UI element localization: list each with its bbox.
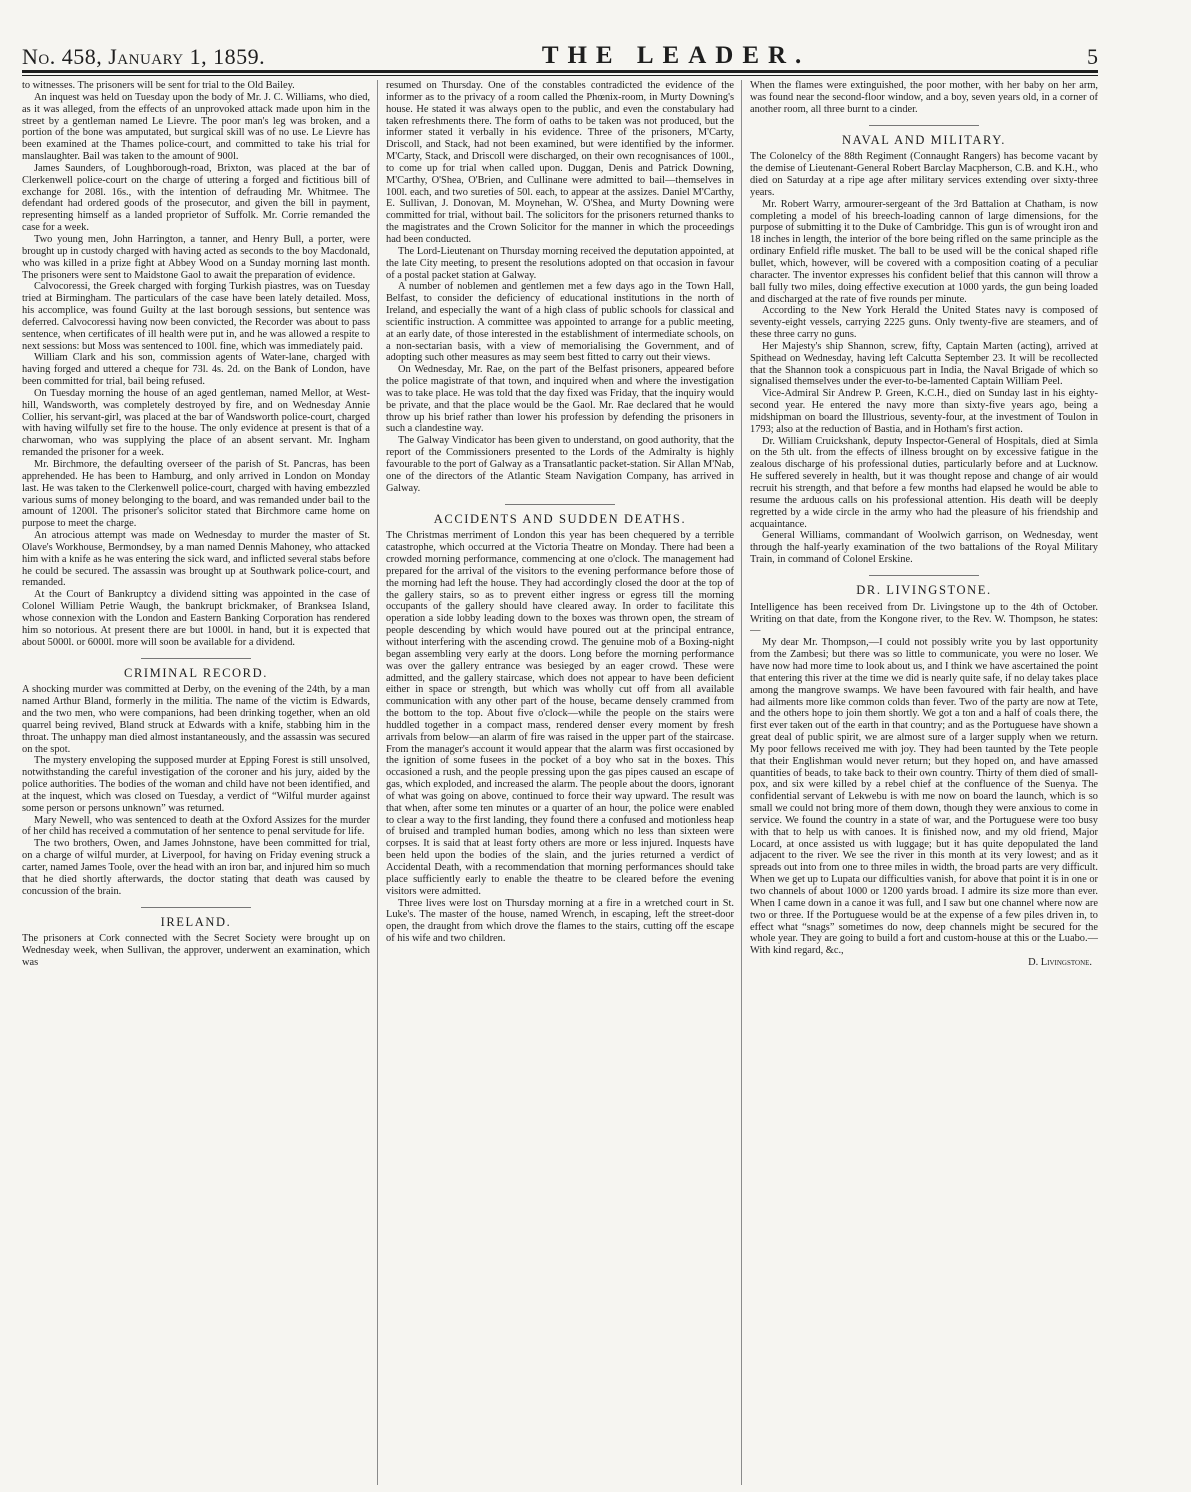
- paragraph: The prisoners at Cork connected with the Secret Society were brought up on Wednesday week, when Sullivan, the approver, underwent an examination, which was: [22, 933, 370, 969]
- paragraph: Three lives were lost on Thursday morning at a fire in a wretched court in St. Luke's. The master of the house, named Wrench, in escaping, left the street-door open, the draught from which drove the flames to the stairs, cutting off the escape of his wife and two children.: [386, 897, 734, 945]
- column-2: [386, 80, 734, 1485]
- column-rule: [734, 80, 750, 1485]
- paragraph: The Lord-Lieutenant on Thursday morning received the deputation appointed, at the late City meeting, to present the resolutions adopted on that occasion in favour of a postal packet station at Galway.: [386, 245, 734, 281]
- paragraph: Her Majesty's ship Shannon, screw, fifty, Captain Marten (acting), arrived at Spithead on Wednesday, having left Calcutta September 23. It will be recollected that the Shannon took a conspicuous part in India, the Naval Brigade of which so signalised themselves under the ever-to-be-lamented Captain William Peel.: [750, 340, 1098, 388]
- section-heading-naval-military: NAVAL AND MILITARY.: [841, 132, 1007, 147]
- section-divider: [869, 575, 979, 576]
- paragraph: An inquest was held on Tuesday upon the body of Mr. J. C. Williams, who died, as it was alleged, from the effects of an unprovoked attack made upon him in the street by a gentleman named Le Lievre. The poor man's leg was broken, and a portion of the bone was amputated, but surgical skill was of no use. Le Lievre has been examined at the Thames police-court, and committed to take his trial for manslaughter. Bail was taken to the amount of 900l.: [22, 91, 370, 163]
- paragraph: A shocking murder was committed at Derby, on the evening of the 24th, by a man named Arthur Bland, formerly in the militia. The name of the victim is Edwards, and the two men, who were companions, had been drinking together, when an old quarrel being revived, Bland struck at Edwards with a knife, stabbing him in the throat. The unhappy man died almost instantaneously, and the assassin was secured on the spot.: [22, 684, 370, 755]
- section-divider: [141, 658, 251, 659]
- column-1: [22, 80, 370, 1485]
- column-3: [750, 80, 1098, 1485]
- paragraph: James Saunders, of Loughborough-road, Brixton, was placed at the bar of Clerkenwell police-court on the charge of uttering a forged and fictitious bill of exchange for 208l. 16s., with the intention of defrauding Mr. Whitmee. The defendant had ordered goods of the prosecutor, and given the bill in payment, representing himself as a landed proprietor of Suffolk. Mr. Corrie remanded the case for a week.: [22, 162, 370, 234]
- paragraph: The two brothers, Owen, and James Johnstone, have been committed for trial, on a charge of wilful murder, at Liverpool, for having on Friday evening struck a carter, named James Toole, over the head with an iron bar, and injured him so much that he died shortly afterwards, the doctor stating that death was caused by concussion of the brain.: [22, 838, 370, 897]
- paragraph: When the flames were extinguished, the poor mother, with her baby on her arm, was found near the second-floor window, and a boy, seven years old, in a corner of another room, all three burnt to a cinder.: [750, 80, 1098, 115]
- paper-title: THE LEADER.: [541, 42, 811, 69]
- section-heading-livingstone: DR. LIVINGSTONE.: [856, 582, 992, 597]
- section-divider: [505, 504, 615, 505]
- paragraph: The mystery enveloping the supposed murder at Epping Forest is still unsolved, notwithstanding the careful investigation of the coroner and his jury, aided by the police authorities. The bodies of the woman and child have not been identified, and at the inquest, which was closed on Tuesday, a verdict of “Wilful murder against some person or persons unknown” was returned.: [22, 755, 370, 814]
- paragraph: Dr. William Cruickshank, deputy Inspector-General of Hospitals, died at Simla on the 5th ult. from the effects of illness brought on by excessive fatigue in the zealous discharge of his professional duties, particularly before and at Lucknow. He suffered severely in health, but it was thought repose and change of air would recruit his strength, and that before a few months had elapsed he would be able to resume the arduous calls on his professional attention. His death will be deeply regretted by a wide circle in the army who had the pleasure of his friendship and acquaintance.: [750, 435, 1098, 530]
- masthead: [22, 30, 1098, 70]
- letter-signature: D. Livingstone.: [1028, 957, 1092, 969]
- section-divider: [141, 907, 251, 908]
- paragraph: Vice-Admiral Sir Andrew P. Green, K.C.H., died on Sunday last in his eighty-second year. He entered the navy more than sixty-five years ago, being a midshipman on board the Illustrious, seventy-four, at the investment of Toulon in 1793; also at the reduction of Bastia, and in Hotham's first action.: [750, 388, 1098, 435]
- paragraph: Mr. Birchmore, the defaulting overseer of the parish of St. Pancras, has been apprehended. He has been to Hamburg, and only arrived in London on Monday last. He was taken to the Clerkenwell police-court, charged with having embezzled various sums of money belonging to the board, and was remanded under bail to the amount of 1200l. The prisoner's solicitor stated that Birchmore came home on purpose to meet the charge.: [22, 459, 370, 530]
- paragraph: William Clark and his son, commission agents of Water-lane, charged with having forged and uttered a cheque for 73l. 4s. 2d. on the Bank of London, have been committed for trial, bail being refused.: [22, 352, 370, 388]
- paragraph: The Christmas merriment of London this year has been chequered by a terrible catastrophe, which occurred at the Victoria Theatre on Monday. There had been a crowded morning performance, commencing at one o'clock. The management had prepared for the arrival of the visitors to the evening performance before those of the morning had left the house. They had accordingly closed the door at the top of the gallery stairs, so as to prevent either ingress or egress till the morning occupants of the gallery should have cleared away. In order to facilitate this operation a side lobby leading down to the boxes was thrown open, the stream of people descending by which would have poured out at the principal entrance, without interfering with the ascending crowd. The genuine mob of a Boxing-night began assembling very early at the doors. Long before the morning performance was over the gallery entrance was besieged by an eager crowd. These were admitted, and the gallery staircase, which does not appear to have been deficient either in space or strength, but which was wholly cut off from all available communication with any other part of the house, became densely crammed from the bottom to the top. About five o'clock—while the people on the stairs were huddled together in a compact mass, rendered denser every moment by fresh arrivals from below—an alarm of fire was raised in the upper part of the staircase. From the manager's account it would appear that the alarm was first occasioned by the ignition of some fusees in the pocket of a boy who sat in the boxes. This occasioned a rush, and the people pressing upon the gas pipes caused an escape of gas, which exploded, and increased the alarm. The people about the doors, ignorant of what was going on above, continued to force their way upward. The result was that when, after some ten minutes or a quarter of an hour, the police were enabled to clear a way to the first landing, they found there a confused and motionless heap of bruised and trampled human bodies, among which no less than sixteen were corpses. It is said that at least forty others are more or less injured. Inquests have been held upon the bodies of the slain, and the juries returned a verdict of Accidental Death, with a recommendation that morning performances should take place sufficiently early to enable the theatre to be cleared before the evening visitors were admitted.: [386, 530, 734, 897]
- paragraph: On Wednesday, Mr. Rae, on the part of the Belfast prisoners, appeared before the police magistrate of that town, and inquired when and where the investigation was to take place. He was told that the day fixed was Friday, that the inquiry would be private, and that the place would be the Gaol. Mr. Rae declared that he would throw up his brief rather than lower his profession by defending the prisoners in such a clandestine way.: [386, 364, 734, 435]
- paragraph: resumed on Thursday. One of the constables contradicted the evidence of the informer as to the privacy of a room called the Phœnix-room, in Murty Downing's house. He stated it was always open to the public, and even the constabulary had taken refreshments there. The form of oaths to be taken was not produced, but the informer stated it verbally in his evidence. Three of the prisoners, M'Carty, Driscoll, and Stack, had not been examined, but were identified by the informer. M'Carty, Stack, and Driscoll were discharged, on their own recognisances of 100l., to come up for trial when called upon. Duggan, Denis and Patrick Downing, M'Carthy, O'Shea, O'Brien, and Cullinane were admitted to bail—themselves in 100l. each, and two sureties of 50l. each, to appear at the assizes. Daniel M'Carthy, E. Sullivan, J. Donovan, M. Moynehan, W. O'Shea, and Murty Downing were committed for trial, without bail. The solicitors for the prisoners returned thanks to the magistrates and the Crown Solicitor for the manner in which the proceedings had been conducted.: [386, 80, 734, 245]
- masthead-rule-thin: [22, 75, 1098, 76]
- paragraph: The Galway Vindicator has been given to understand, on good authority, that the report of the Commissioners presented to the Lords of the Admiralty is highly favourable to the port of Galway as a Transatlantic packet-station. Sir Allan M'Nab, one of the directors of the Atlantic Steam Navigation Company, has arrived in Galway.: [386, 435, 734, 494]
- paragraph: On Tuesday morning the house of an aged gentleman, named Mellor, at West-hill, Wandsworth, was completely destroyed by fire, and on Wednesday Annie Collier, his servant-girl, was placed at the bar of Wandsworth police-court, charged with having wilfully set fire to the house. The only evidence at present is that of a charwoman, who was supplying the place of an absent servant. Mr. Ingham remanded the prisoner for a week.: [22, 387, 370, 459]
- paragraph: to witnesses. The prisoners will be sent for trial to the Old Bailey.: [22, 80, 295, 91]
- section-heading-ireland: IRELAND.: [160, 914, 232, 929]
- paragraph: A number of noblemen and gentlemen met a few days ago in the Town Hall, Belfast, to consider the deficiency of educational institutions in the north of Ireland, and especially the want of a high class of public schools for classical and scientific instruction. A committee was appointed to arrange for a public meeting, at an early date, of those interested in the establishment of intermediate schools, on a non-sectarian basis, with a view of memorialising the Government, and of adopting such other measures as may seem best fitted to carry out their views.: [386, 281, 734, 364]
- paragraph: General Williams, commandant of Woolwich garrison, on Wednesday, went through the half-yearly examination of the two battalions of the Royal Military Train, in command of Colonel Erskine.: [750, 530, 1098, 566]
- paragraph: An atrocious attempt was made on Wednesday to murder the master of St. Olave's Workhouse, Bermondsey, by a man named Dennis Mahoney, who attacked him with a knife as he was entering the sick ward, and inflicted several stabs before he could be secured. The assassin was brought up at Southwark police-court, and remanded.: [22, 530, 370, 589]
- paragraph: At the Court of Bankruptcy a dividend sitting was appointed in the case of Colonel William Petrie Waugh, the bankrupt brickmaker, of Branksea Island, whose connexion with the London and Eastern Banking Corporation has rendered him so notorious. At present there are but 1000l. in hand, but it is expected that about 5000l. or 6000l. more will soon be available for a dividend.: [22, 589, 370, 648]
- article-columns: [22, 80, 1098, 1485]
- column-rule: [370, 80, 386, 1485]
- masthead-rule: [22, 70, 1098, 73]
- section-heading-criminal-record: CRIMINAL RECORD.: [124, 665, 268, 680]
- paragraph: Intelligence has been received from Dr. Livingstone up to the 4th of October. Writing on that date, from the Kongone river, to the Rev. W. Thompson, he states:—: [750, 601, 1098, 637]
- paragraph: Calvocoressi, the Greek charged with forging Turkish piastres, was on Tuesday tried at Birmingham. The particulars of the case have been lately detailed. Moss, his accomplice, was found Guilty at the last borough sessions, but sentence was deferred. Calvocoressi having now been convicted, the Recorder was about to pass sentence, when certificates of ill health were put in, and he was allowed a respite to next sessions: but Moss was sentenced to 100l. fine, which was immediately paid.: [22, 281, 370, 352]
- section-divider: [869, 125, 979, 126]
- issue-date: No. 458, January 1, 1859.: [22, 44, 266, 69]
- paragraph: Mary Newell, who was sentenced to death at the Oxford Assizes for the murder of her child has received a commutation of her sentence to penal servitude for life.: [22, 814, 370, 838]
- paragraph: The Colonelcy of the 88th Regiment (Connaught Rangers) has become vacant by the demise of Lieutenant-General Robert Barclay Macpherson, C.B. and K.H., who died on Saturday at a ripe age after military services extending over sixty-three years.: [750, 151, 1098, 198]
- paragraph: Two young men, John Harrington, a tanner, and Henry Bull, a porter, were brought up in custody charged with having acted as seconds to the boy Macdonald, who was killed in a prize fight at Abbey Wood on a Sunday morning last month. The prisoners were sent to Maidstone Gaol to await the preparation of evidence.: [22, 233, 370, 281]
- section-heading-accidents: ACCIDENTS AND SUDDEN DEATHS.: [433, 511, 687, 526]
- paragraph: My dear Mr. Thompson,—I could not possibly write you by last opportunity from the Zambesi; but there was so little to communicate, you were no loser. We have now had more time to look about us, and I think we have ascertained the point that entering this river at the time we did is nearly quite safe, if no delay takes place among the mangrove swamps. We have been favoured with fair health, and have had ailments more like common colds than fever. Two of the party are now at Tete, and the others hope to join them shortly. We got a ton and a half of coals there, the first ever taken out of the earth in that country; and as the Portuguese have shown a great deal of public spirit, we are almost sure of a larger supply when we return. My poor fellows received me with joy. They had been taunted by the Tete people that their Englishman would never return; but they hoped on, and have amassed quantities of beads, to take back to their own country. Thirty of them died of small-pox, and six were killed by a rebel chief at the confluence of the Suenya. The confidential servant of Lekwebu is with me now on board the launch, which is so small we could not bring more of them down, though they were anxious to come in service. We found the country in a state of war, and the Portuguese were too busy with that to help us with canoes. It is finished now, and my old friend, Major Locard, at once assisted us with luggage; but it has quite depopulated the land adjacent to the river. We see the river in this month at its very lowest; and as it spreads out into from one to three miles in width, the broad parts are very difficult. When we get up to Lupata our difficulties vanish, for above that point it is in one or two channels of about 1000 or 1200 yards broad. I admire its size more than ever. When I came down in a canoe it was full, and I saw but one channel where now are two or three. If the Portuguese would be at the expense of a few piles driven in, to effect what “snags” sometimes do now, deep channels might be secured for the whole year. They are going to build a fort and custom-house at this or the Luabo.—With kind regard, &c.,: [750, 637, 1098, 957]
- paragraph: Mr. Robert Warry, armourer-sergeant of the 3rd Battalion at Chatham, is now completing a model of his breech-loading cannon of large dimensions, for the purpose of submitting it to the Duke of Cambridge. This gun is of wrought iron and 18 inches in length, the interior of the bore being rifled on the same principle as the ordinary Enfield rifle musket. The ball to be used will be the conical shaped rifle bullet, which, however, will be covered with a composition coating of a peculiar character. The inventor expresses his confident belief that this cannon will throw a ball fully two miles, doing effective execution at 1000 yards, the gun being loaded and discharged at the rate of five rounds per minute.: [750, 198, 1098, 305]
- paragraph: According to the New York Herald the United States navy is composed of seventy-eight vessels, carrying 2225 guns. Only twenty-five are steamers, and of these three carry no guns.: [750, 305, 1098, 341]
- page-number: 5: [1086, 44, 1098, 69]
